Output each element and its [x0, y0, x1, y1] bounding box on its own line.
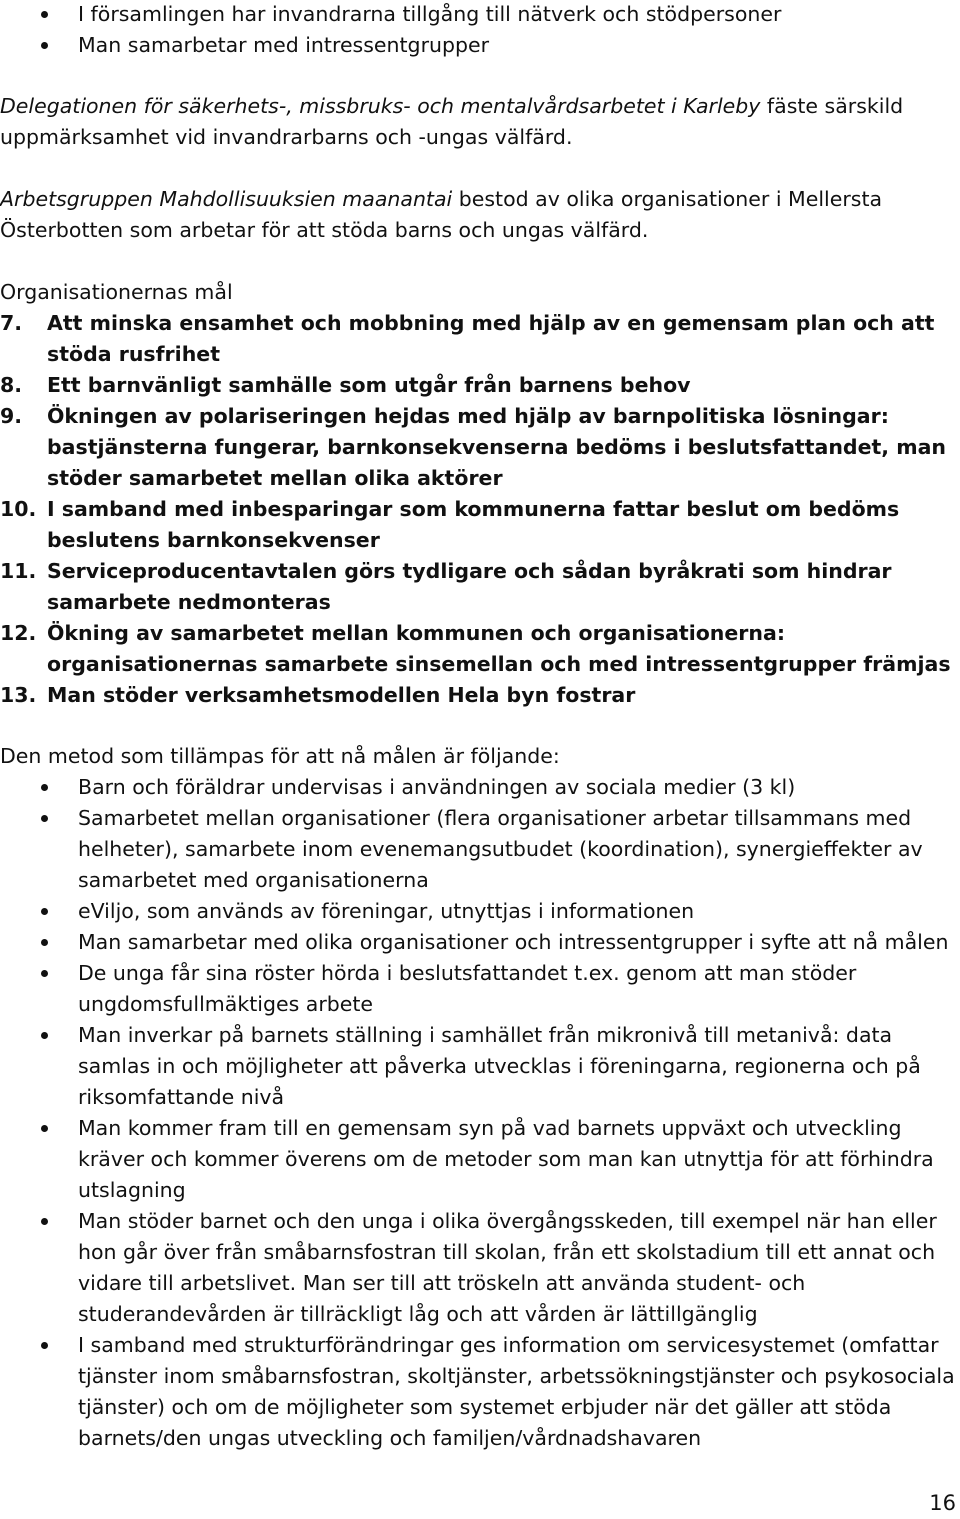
list-item: I församlingen har invandrarna tillgång till nätverk och stödpersoner: [0, 0, 960, 30]
paragraph-text: bestod av olika organisationer i Mellersta Österbotten som arbetar för att stöda barns och ungas välfärd.: [0, 187, 883, 242]
goal-item: [0, 370, 958, 401]
goal-number: 9.: [0, 404, 23, 428]
method-intro: Den metod som tillämpas för att nå målen är följande:: [0, 744, 560, 768]
paragraph-text: fäste särskild uppmärksamhet vid invandrarbarns och -ungas välfärd.: [0, 94, 904, 149]
goal-item: [0, 556, 958, 618]
goal-item: [0, 680, 958, 711]
goal-text: I samband med inbesparingar som kommunerna fattar beslut om bedöms beslutens barnkonsekvenser: [47, 497, 900, 552]
paragraph-working-group: [0, 184, 955, 246]
goal-text: Ökning av samarbetet mellan kommunen och organisationerna: organisationernas samarbete sinsemellan och med intressentgrupper främjas: [47, 621, 951, 676]
goal-number: 10.: [0, 497, 37, 521]
goal-item: [0, 618, 958, 680]
goal-number: 8.: [0, 373, 23, 397]
goal-text: Serviceproducentavtalen görs tydligare och sådan byråkrati som hindrar samarbete nedmonteras: [47, 559, 892, 614]
goal-text: Att minska ensamhet och mobbning med hjälp av en gemensam plan och att stöda rusfrihet: [47, 311, 935, 366]
paragraph-delegation: [0, 91, 955, 153]
method-bullet-list: [0, 772, 955, 1454]
list-item: Man kommer fram till en gemensam syn på vad barnets uppväxt och utveckling kräver och kommer överens om de metoder som man kan utnyttja för att förhindra utslagning: [0, 1113, 955, 1206]
page-number: 16: [929, 1491, 956, 1515]
goal-item: [0, 308, 958, 370]
goal-number: 12.: [0, 621, 37, 645]
list-item: Samarbetet mellan organisationer (flera organisationer arbetar tillsammans med helheter), samarbete inom evenemangsutbudet (koordination), synergieffekter av samarbetet med organisationerna: [0, 803, 955, 896]
working-group-name: Arbetsgruppen Mahdollisuuksien maanantai: [0, 187, 453, 211]
list-item: Man inverkar på barnets ställning i samhället från mikronivå till metanivå: data samlas in och möjligheter att påverka utvecklas i föreningarna, regionerna och på riksomfattande nivå: [0, 1020, 955, 1113]
goal-text: Ökningen av polariseringen hejdas med hjälp av barnpolitiska lösningar: bastjänsterna fungerar, barnkonsekvenserna bedöms i beslutsfattandet, man stöder samarbetet mellan olika aktörer: [47, 404, 947, 490]
goal-item: [0, 494, 958, 556]
top-bullet-list: [0, 0, 960, 61]
list-item: Man samarbetar med olika organisationer och intressentgrupper i syfte att nå målen: [0, 927, 955, 958]
list-item: Man samarbetar med intressentgrupper: [0, 30, 960, 61]
list-item: De unga får sina röster hörda i beslutsfattandet t.ex. genom att man stöder ungdomsfullmäktiges arbete: [0, 958, 955, 1020]
delegation-name: Delegationen för säkerhets-, missbruks- och mentalvårdsarbetet i Karleby: [0, 94, 761, 118]
list-item: Barn och föräldrar undervisas i användningen av sociala medier (3 kl): [0, 772, 955, 803]
goal-text: Man stöder verksamhetsmodellen Hela byn fostrar: [47, 683, 636, 707]
goals-list: [0, 308, 958, 711]
goal-number: 7.: [0, 311, 23, 335]
list-item: eViljo, som används av föreningar, utnyttjas i informationen: [0, 896, 955, 927]
goal-item: [0, 401, 958, 494]
goal-text: Ett barnvänligt samhälle som utgår från barnens behov: [47, 373, 691, 397]
list-item: Man stöder barnet och den unga i olika övergångsskeden, till exempel när han eller hon går över från småbarnsfostran till skolan, från ett skolstadium till ett annat och vidare till arbetslivet. Man ser till att tröskeln att använda student- och studerandevården är tillräckligt låg och att vården är lättillgänglig: [0, 1206, 955, 1330]
goals-heading: Organisationernas mål: [0, 280, 233, 304]
goal-number: 11.: [0, 559, 37, 583]
list-item: I samband med strukturförändringar ges information om servicesystemet (omfattar tjänster inom småbarnsfostran, skoltjänster, arbetssökningstjänster och psykosociala tjänster) och om de möjligheter som systemet erbjuder när det gäller att stöda barnets/den ungas utveckling och familjen/vårdnadshavaren: [0, 1330, 955, 1454]
goal-number: 13.: [0, 683, 37, 707]
